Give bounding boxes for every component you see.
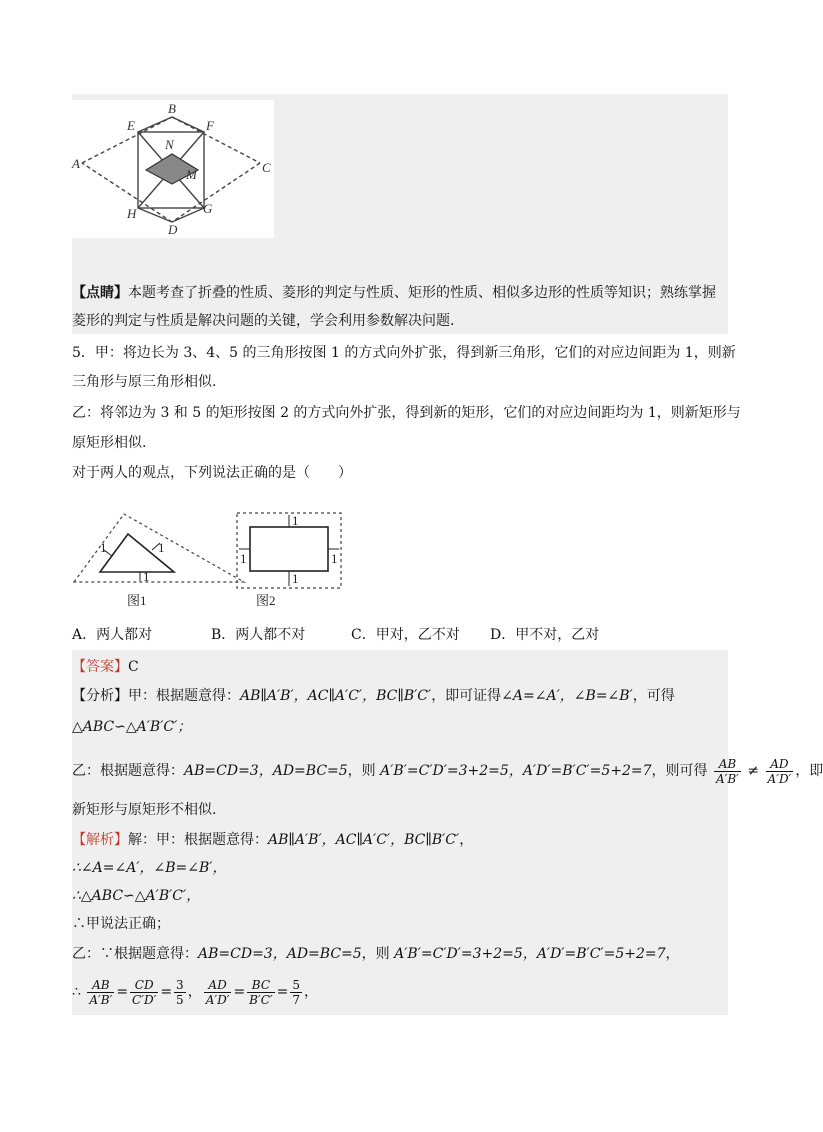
question-line-5: 对于两人的观点，下列说法正确的是（ ）: [72, 465, 352, 481]
solution-line-5: 乙：∵根据题意得：AB=CD=3，AD=BC=5，则 A′B′=C′D′=3+2=5，A′D′=B′C′=5+2=7，: [72, 946, 680, 962]
solution-tag: 【解析】: [72, 832, 128, 848]
question-line-3: 乙：将邻边为 3 和 5 的矩形按图 2 的方式向外扩张，得到新的矩形，它们的对应边间距均为 1，则新矩形与: [72, 405, 741, 421]
fraction: $\frac{AB}{A'B'}$: [715, 756, 739, 786]
dianjing-tag: 【点睛】: [72, 285, 128, 301]
label-M: M: [186, 167, 197, 182]
svg-text:1: 1: [100, 540, 107, 555]
analysis-line-1: 【分析】甲：根据题意得：AB∥A′B′，AC∥A′C′，BC∥B′C′，即可证得∠A=∠A′，∠B=∠B′，可得: [72, 688, 675, 704]
fraction: $\frac{CD}{C'D'}$: [132, 977, 157, 1007]
answer-line: [72, 657, 139, 677]
svg-text:1: 1: [240, 551, 247, 566]
fraction: $\frac{5}{7}$: [292, 977, 300, 1007]
solution-line-3: ∴△ABC∽△A′B′C′，: [72, 888, 201, 904]
fig2-caption: 图2: [256, 593, 276, 608]
answer-tag: 【答案】: [72, 659, 128, 675]
dianjing-line-2: 菱形的判定与性质是解决问题的关键，学会利用参数解决问题.: [72, 313, 455, 329]
dianjing-line-1: 【点睛】本题考查了折叠的性质、菱形的判定与性质、矩形的性质、相似多边形的性质等知识；熟练掌握: [72, 285, 716, 301]
label-B: B: [168, 101, 176, 116]
question-line-4: 原矩形相似.: [72, 435, 147, 451]
svg-text:1: 1: [331, 551, 338, 566]
fig1-caption: 图1: [127, 593, 147, 608]
figure-1: [72, 510, 248, 610]
svg-text:1: 1: [292, 513, 299, 528]
fraction: $\frac{BC}{B'C'}$: [249, 977, 273, 1007]
label-N: N: [165, 137, 174, 152]
solution-line-6: ∴ $\frac{AB}{A'B'}$ = $\frac{CD}{C'D'}$ = $\frac{3}{5}$ ， $\frac{AD}{A'D'}$ = $\frac{BC}{B'C'}$ = $\frac{5}{7}$ ，: [72, 977, 318, 1007]
option-a[interactable]: A．两人都对: [72, 627, 153, 643]
question-line-1: 5．甲：将边长为 3、4、5 的三角形按图 1 的方式向外扩张，得到新三角形，它们的对应边间距为 1，则新: [72, 345, 736, 361]
label-H: H: [127, 206, 137, 221]
option-b[interactable]: B．两人都不对: [211, 627, 306, 643]
solution-line-4: ∴甲说法正确；: [72, 916, 170, 932]
label-A: A: [72, 156, 80, 171]
solution-line-1: 【解析】解：甲：根据题意得：AB∥A′B′，AC∥A′C′，BC∥B′C′，: [72, 832, 474, 848]
label-D: D: [168, 222, 178, 237]
figure-2: [234, 510, 344, 610]
svg-text:1: 1: [292, 571, 299, 586]
question-line-2: 三角形与原三角形相似.: [72, 374, 217, 390]
option-c[interactable]: C．甲对，乙不对: [351, 627, 460, 643]
fraction: $\frac{AD}{A'D'}$: [767, 756, 792, 786]
svg-text:1: 1: [143, 569, 150, 584]
solution-line-2: ∴∠A=∠A′，∠B=∠B′，: [72, 860, 227, 876]
fraction: $\frac{3}{5}$: [176, 977, 184, 1007]
label-G: G: [203, 201, 213, 216]
rhombus-figure: [72, 100, 274, 238]
option-d[interactable]: D．甲不对，乙对: [490, 627, 600, 643]
fraction: $\frac{AD}{A'D'}$: [205, 977, 230, 1007]
analysis-line-4: 新矩形与原矩形不相似.: [72, 802, 217, 818]
answer-value: C: [128, 659, 139, 675]
label-E: E: [127, 118, 135, 133]
label-F: F: [206, 118, 214, 133]
analysis-line-3: 乙：根据题意得：AB=CD=3，AD=BC=5，则 A′B′=C′D′=3+2=5，A′D′=B′C′=5+2=7，则可得 $\frac{AB}{A'B'}$ ≠ $\frac{AD}{A'D'}$ ，即: [72, 756, 823, 786]
svg-text:1: 1: [158, 540, 165, 555]
analysis-line-2: △ABC∽△A′B′C′；: [72, 719, 192, 735]
label-C: C: [262, 160, 271, 175]
fraction: $\frac{AB}{A'B'}$: [89, 977, 113, 1007]
